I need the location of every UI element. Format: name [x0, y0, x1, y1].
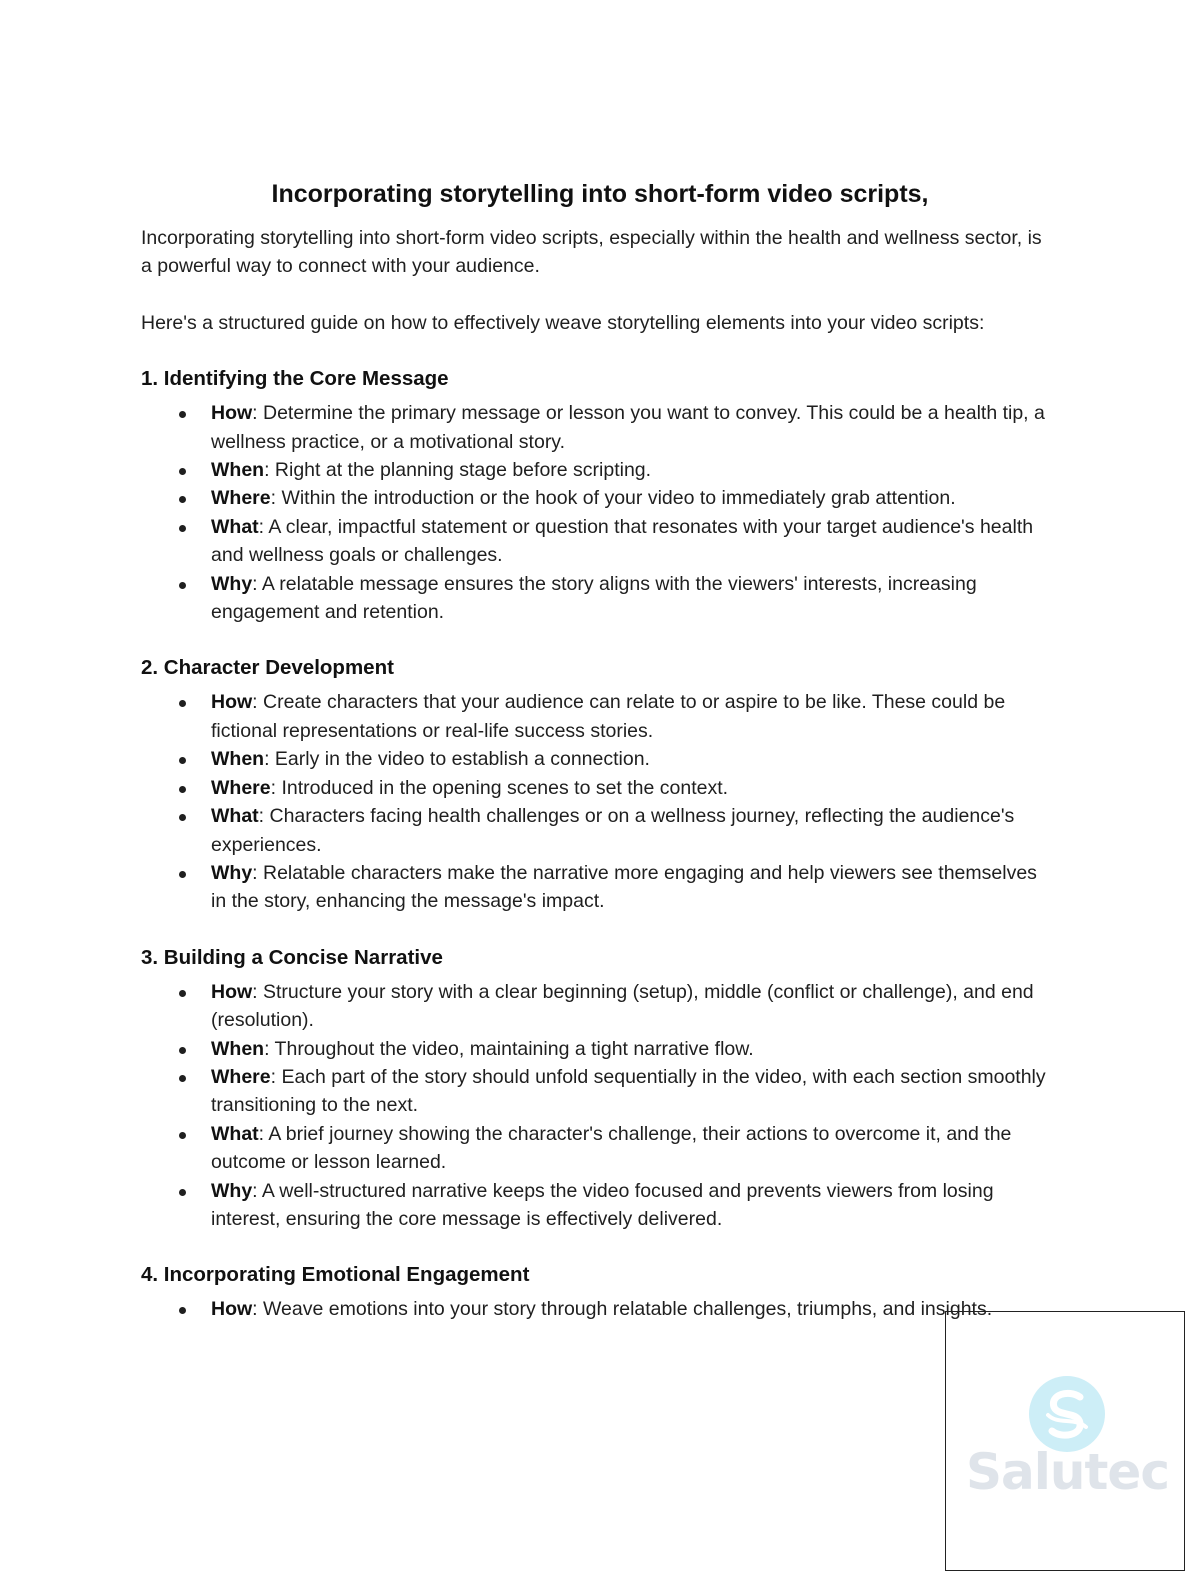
- bullet-icon: [179, 496, 186, 503]
- item-text: : Characters facing health challenges or on a wellness journey, reflecting the audience's experiences.: [211, 805, 1015, 856]
- item-label: Where: [211, 1065, 271, 1088]
- intro-paragraph: Here's a structured guide on how to effectively weave storytelling elements into your video scripts:: [141, 311, 985, 334]
- item-label: What: [211, 805, 259, 828]
- item-label: When: [211, 748, 265, 771]
- item-text: : Weave emotions into your story through relatable challenges, triumphs, and insights.: [252, 1298, 993, 1321]
- bullet-icon: [179, 468, 186, 475]
- bullet-icon: [179, 700, 186, 707]
- bullet-list: [141, 978, 1056, 1234]
- bullet-icon: [179, 1132, 186, 1139]
- document-body: [141, 224, 1056, 1352]
- list-item: [141, 456, 1056, 484]
- item-text: : A well-structured narrative keeps the video focused and prevents viewers from losing interest, ensuring the core message is effectively delivered.: [211, 1179, 994, 1230]
- item-label: When: [211, 459, 265, 482]
- item-label: Why: [211, 861, 253, 884]
- list-item: [141, 1063, 1056, 1120]
- section-concise-narrative: [141, 944, 1056, 1234]
- item-text: : Determine the primary message or lesson you want to convey. This could be a health tip, a wellness practice, or a motivational story.: [211, 402, 1045, 453]
- item-label: How: [211, 980, 253, 1003]
- list-item: [141, 1177, 1056, 1234]
- section-heading: 2. Character Development: [141, 656, 394, 680]
- bullet-icon: [179, 786, 186, 793]
- item-text: : Right at the planning stage before scripting.: [264, 459, 652, 482]
- item-text: : Within the introduction or the hook of your video to immediately grab attention.: [270, 487, 956, 510]
- item-text: : A relatable message ensures the story aligns with the viewers' interests, increasing engagement and retention.: [211, 572, 977, 624]
- bullet-icon: [179, 757, 186, 764]
- section-character-development: [141, 654, 1056, 915]
- document-title: Incorporating storytelling into short-form video scripts,: [271, 180, 929, 208]
- bullet-list: [141, 1295, 1056, 1323]
- item-text: : A brief journey showing the character's challenge, their actions to overcome it, and the outcome or lesson learned.: [211, 1122, 1012, 1174]
- item-text: : Create characters that your audience can relate to or aspire to be like. These could be fictional representations or real-life success stories.: [211, 691, 1006, 742]
- bullet-list: [141, 399, 1056, 626]
- item-label: Where: [211, 776, 271, 799]
- item-label: Why: [211, 1179, 253, 1202]
- list-item: [141, 859, 1056, 916]
- list-item: [141, 745, 1056, 773]
- list-item: [141, 774, 1056, 802]
- item-text: : Introduced in the opening scenes to set the context.: [270, 776, 729, 799]
- item-text: : Throughout the video, maintaining a tight narrative flow.: [264, 1037, 754, 1060]
- bullet-icon: [179, 1075, 186, 1082]
- list-item: [141, 1120, 1056, 1177]
- bullet-icon: [179, 582, 186, 589]
- section-core-message: [141, 365, 1056, 626]
- bullet-icon: [179, 990, 186, 997]
- bullet-icon: [179, 871, 186, 878]
- list-item: [141, 513, 1056, 570]
- item-label: Why: [211, 572, 253, 595]
- list-item: [141, 978, 1056, 1035]
- list-item: [141, 484, 1056, 512]
- bullet-list: [141, 688, 1056, 915]
- bullet-icon: [179, 525, 186, 532]
- item-text: : Structure your story with a clear beginning (setup), middle (conflict or challenge), and end (resolution).: [211, 980, 1034, 1032]
- section-heading: 3. Building a Concise Narrative: [141, 945, 443, 969]
- item-text: : A clear, impactful statement or question that resonates with your target audience's health and wellness goals or challenges.: [211, 515, 1034, 567]
- bullet-icon: [179, 814, 186, 821]
- item-label: How: [211, 402, 253, 425]
- item-label: Where: [211, 487, 271, 510]
- salutec-logo-text: Salutec: [966, 1443, 1169, 1501]
- section-heading: 1. Identifying the Core Message: [141, 367, 449, 391]
- bullet-icon: [179, 1047, 186, 1054]
- section-heading: 4. Incorporating Emotional Engagement: [141, 1263, 530, 1287]
- list-item: [141, 802, 1056, 859]
- intro-paragraph: Incorporating storytelling into short-form video scripts, especially within the health and wellness sector, is a powerful way to connect with your audience.: [141, 227, 1042, 278]
- bullet-icon: [179, 411, 186, 418]
- salutec-logo-icon: [1028, 1375, 1106, 1453]
- item-text: : Each part of the story should unfold sequentially in the video, with each section smoothly transitioning to the next.: [211, 1065, 1046, 1117]
- item-text: : Relatable characters make the narrative more engaging and help viewers see themselves in the story, enhancing the message's impact.: [211, 861, 1037, 913]
- list-item: [141, 570, 1056, 627]
- bullet-icon: [179, 1307, 186, 1314]
- item-label: What: [211, 1122, 259, 1145]
- list-item: [141, 688, 1056, 745]
- item-label: When: [211, 1037, 265, 1060]
- list-item: [141, 1295, 1056, 1323]
- section-emotional-engagement: [141, 1261, 1056, 1323]
- bullet-icon: [179, 1189, 186, 1196]
- item-text: : Early in the video to establish a connection.: [264, 748, 650, 771]
- item-label: How: [211, 691, 253, 714]
- item-label: What: [211, 515, 259, 538]
- list-item: [141, 1035, 1056, 1063]
- list-item: [141, 399, 1056, 456]
- item-label: How: [211, 1298, 253, 1321]
